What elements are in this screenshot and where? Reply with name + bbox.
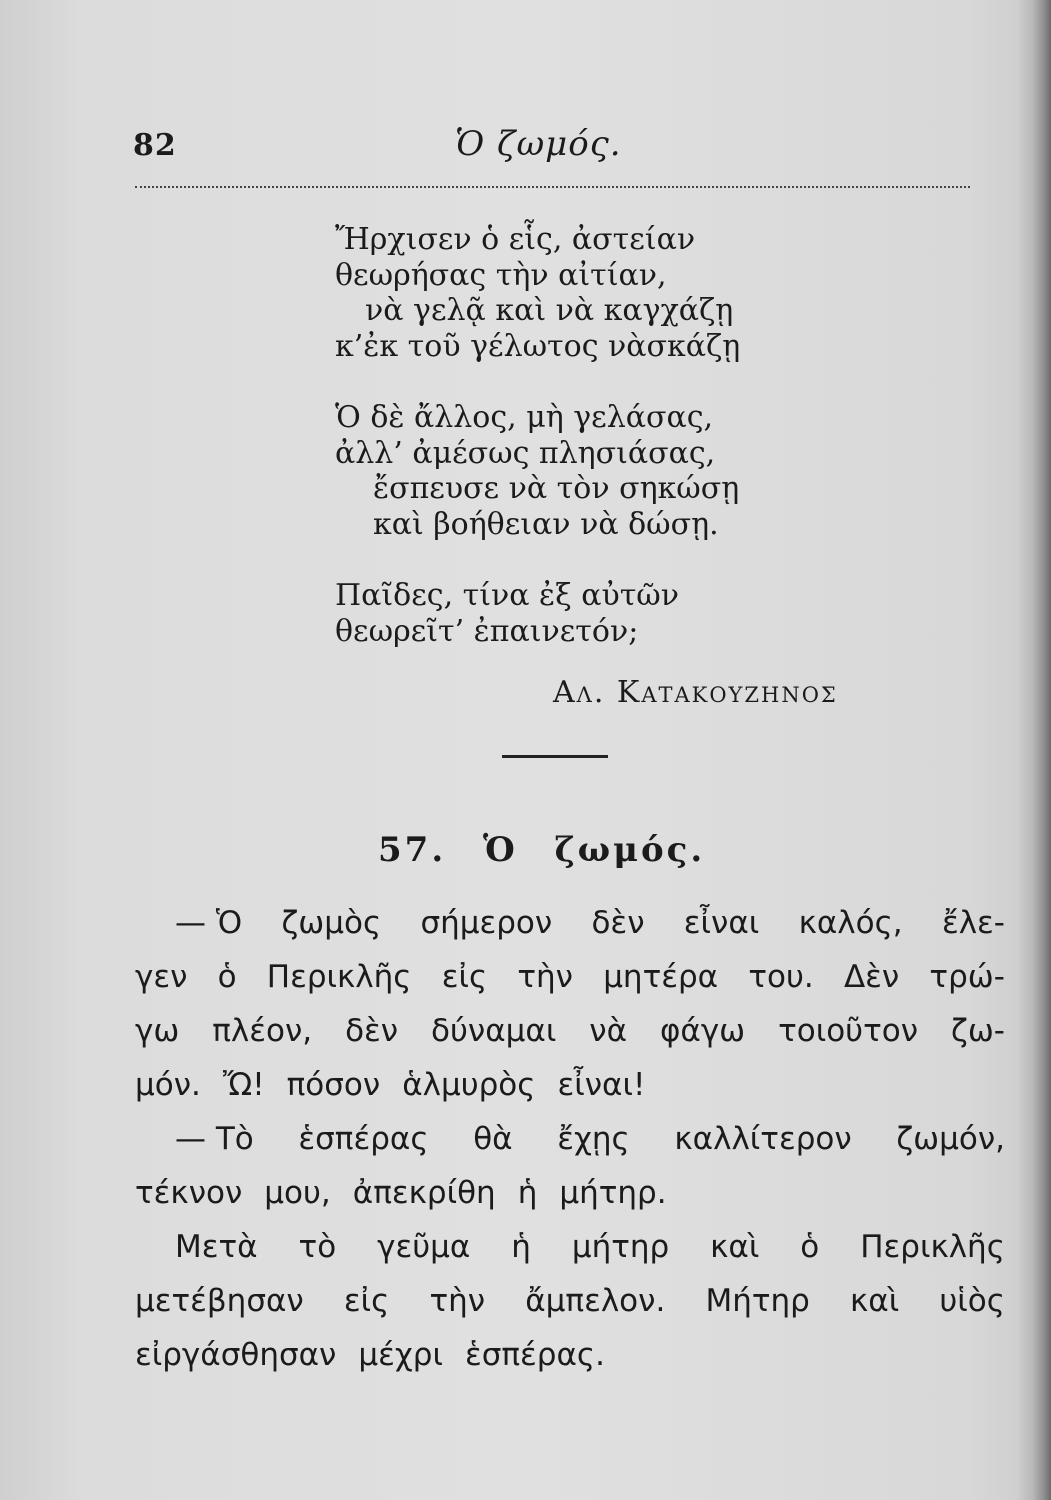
poem-line: ἔσπευσε νὰ τὸν σηκώσῃ (373, 471, 740, 506)
prose-word: ἀπεκρίθη (352, 1175, 496, 1211)
prose-word: ἡ (511, 1229, 531, 1265)
prose-line (135, 1112, 1005, 1166)
prose-word: ὁ (217, 959, 237, 995)
prose-word: ἔχῃς (557, 1121, 630, 1157)
prose-word: ζωμόν, (896, 1121, 1005, 1157)
section-number: 57. (378, 830, 447, 870)
prose-word: Μετὰ (175, 1229, 258, 1265)
prose-line (135, 1166, 1005, 1220)
prose-line (135, 1058, 1005, 1112)
poem-line: θεωρήσας τὴν αἰτίαν, (335, 257, 667, 293)
prose-word: τέκνον (135, 1175, 243, 1211)
prose-word: εἰς (441, 959, 488, 995)
prose-word: ἡ (517, 1175, 538, 1211)
prose-word: μήτηρ (571, 1229, 670, 1265)
prose-word: τὸ (298, 1229, 337, 1265)
prose-word: καλός, (798, 905, 903, 941)
prose-word: Μήτηρ (705, 1283, 810, 1319)
running-title: Ὁ ζωμός. (455, 124, 622, 164)
prose-word: μόν. (135, 1067, 201, 1103)
poem-line: νὰ γελᾷ καὶ νὰ καγχάζῃ (365, 293, 734, 328)
prose-line (135, 950, 1005, 1004)
prose-word: μητέρα (603, 959, 719, 995)
poem-line: θεωρεῖτ’ ἐπαινετόν; (335, 613, 639, 649)
poem-author: Αλ. Κατακουζηνος (553, 675, 838, 710)
prose-word: σήμερον (420, 905, 553, 941)
poem-line: Ὁ δὲ ἄλλος, μὴ γελάσας, (335, 400, 714, 435)
prose-word: ὁ (800, 1229, 820, 1265)
prose-line (135, 1274, 1005, 1328)
prose-word: του. (748, 959, 814, 995)
prose-word: ἑσπέρας (298, 1121, 429, 1157)
prose-word: τρώ- (929, 959, 1005, 995)
section-heading (378, 830, 705, 870)
poem-stanza (335, 222, 740, 364)
prose-line (135, 1220, 1005, 1274)
prose-word: Περικλῆς (266, 959, 412, 995)
poem-stanza (335, 578, 740, 649)
prose-word: — Τὸ (175, 1121, 254, 1157)
header-rule (135, 186, 970, 188)
prose-word: πόσον (286, 1067, 381, 1103)
poem-stanza (335, 400, 740, 542)
prose-word: μου, (264, 1175, 331, 1211)
prose-line (135, 1004, 1005, 1058)
section-divider (502, 755, 608, 758)
prose-word: ἔλε- (941, 905, 1005, 941)
prose-word: ἄμπελον. (525, 1283, 666, 1319)
prose-word: μέχρι (358, 1337, 443, 1373)
prose-word: εἰργάσθησαν (135, 1337, 337, 1373)
prose-word: εἶναι! (557, 1067, 646, 1103)
prose-word: τοιοῦτον (778, 1013, 919, 1049)
prose-word: καὶ (849, 1283, 900, 1319)
prose-word: γεῦμα (377, 1229, 471, 1265)
poem-line: ἀλλ’ ἀμέσως πλησιάσας, (335, 435, 716, 471)
prose-word: τὴν (517, 959, 573, 995)
prose-word: πλέον, (212, 1013, 313, 1049)
binding-edge (1017, 0, 1051, 1500)
prose-text (135, 896, 1005, 1382)
prose-word: ἑσπέρας. (464, 1337, 605, 1373)
prose-word: ζωμὸς (281, 905, 382, 941)
prose-word: εἰς (343, 1283, 390, 1319)
section-title: Ὁ ζωμός. (483, 830, 706, 870)
prose-word: φάγω (659, 1013, 746, 1049)
poem-line: Ἤρχισεν ὁ εἷς, ἀστείαν (335, 222, 696, 257)
prose-word: — Ὁ (175, 905, 243, 941)
prose-word: Περικλῆς (860, 1229, 1005, 1265)
prose-word: γω (135, 1013, 180, 1049)
poem-line: κ’ἐκ τοῦ γέλωτος νὰσκάζῃ (335, 328, 741, 364)
prose-word: ἁλμυρὸς (402, 1067, 536, 1103)
prose-word: τὴν (429, 1283, 486, 1319)
prose-word: μετέβησαν (135, 1283, 304, 1319)
prose-word: Δὲν (843, 959, 900, 995)
prose-word: νὰ (589, 1013, 628, 1049)
page-number: 82 (133, 128, 177, 163)
prose-word: καλλίτερον (674, 1121, 852, 1157)
poem (335, 222, 740, 685)
prose-word: δὲν (591, 905, 645, 941)
prose-word: ζω- (950, 1013, 1005, 1049)
prose-word: υἱὸς (939, 1283, 1005, 1319)
prose-word: εἶναι (683, 905, 760, 941)
prose-word: θὰ (473, 1121, 513, 1157)
prose-word: γεν (135, 959, 188, 995)
prose-word: μήτηρ. (559, 1175, 667, 1211)
prose-word: καὶ (710, 1229, 760, 1265)
prose-word: δύναμαι (431, 1013, 557, 1049)
prose-line (135, 1328, 1005, 1382)
prose-line (135, 896, 1005, 950)
poem-line: καὶ βοήθειαν νὰ δώσῃ. (373, 506, 719, 542)
prose-word: δὲν (345, 1013, 399, 1049)
poem-line: Παῖδες, τίνα ἐξ αὐτῶν (335, 578, 680, 613)
prose-word: Ὤ! (222, 1067, 265, 1103)
